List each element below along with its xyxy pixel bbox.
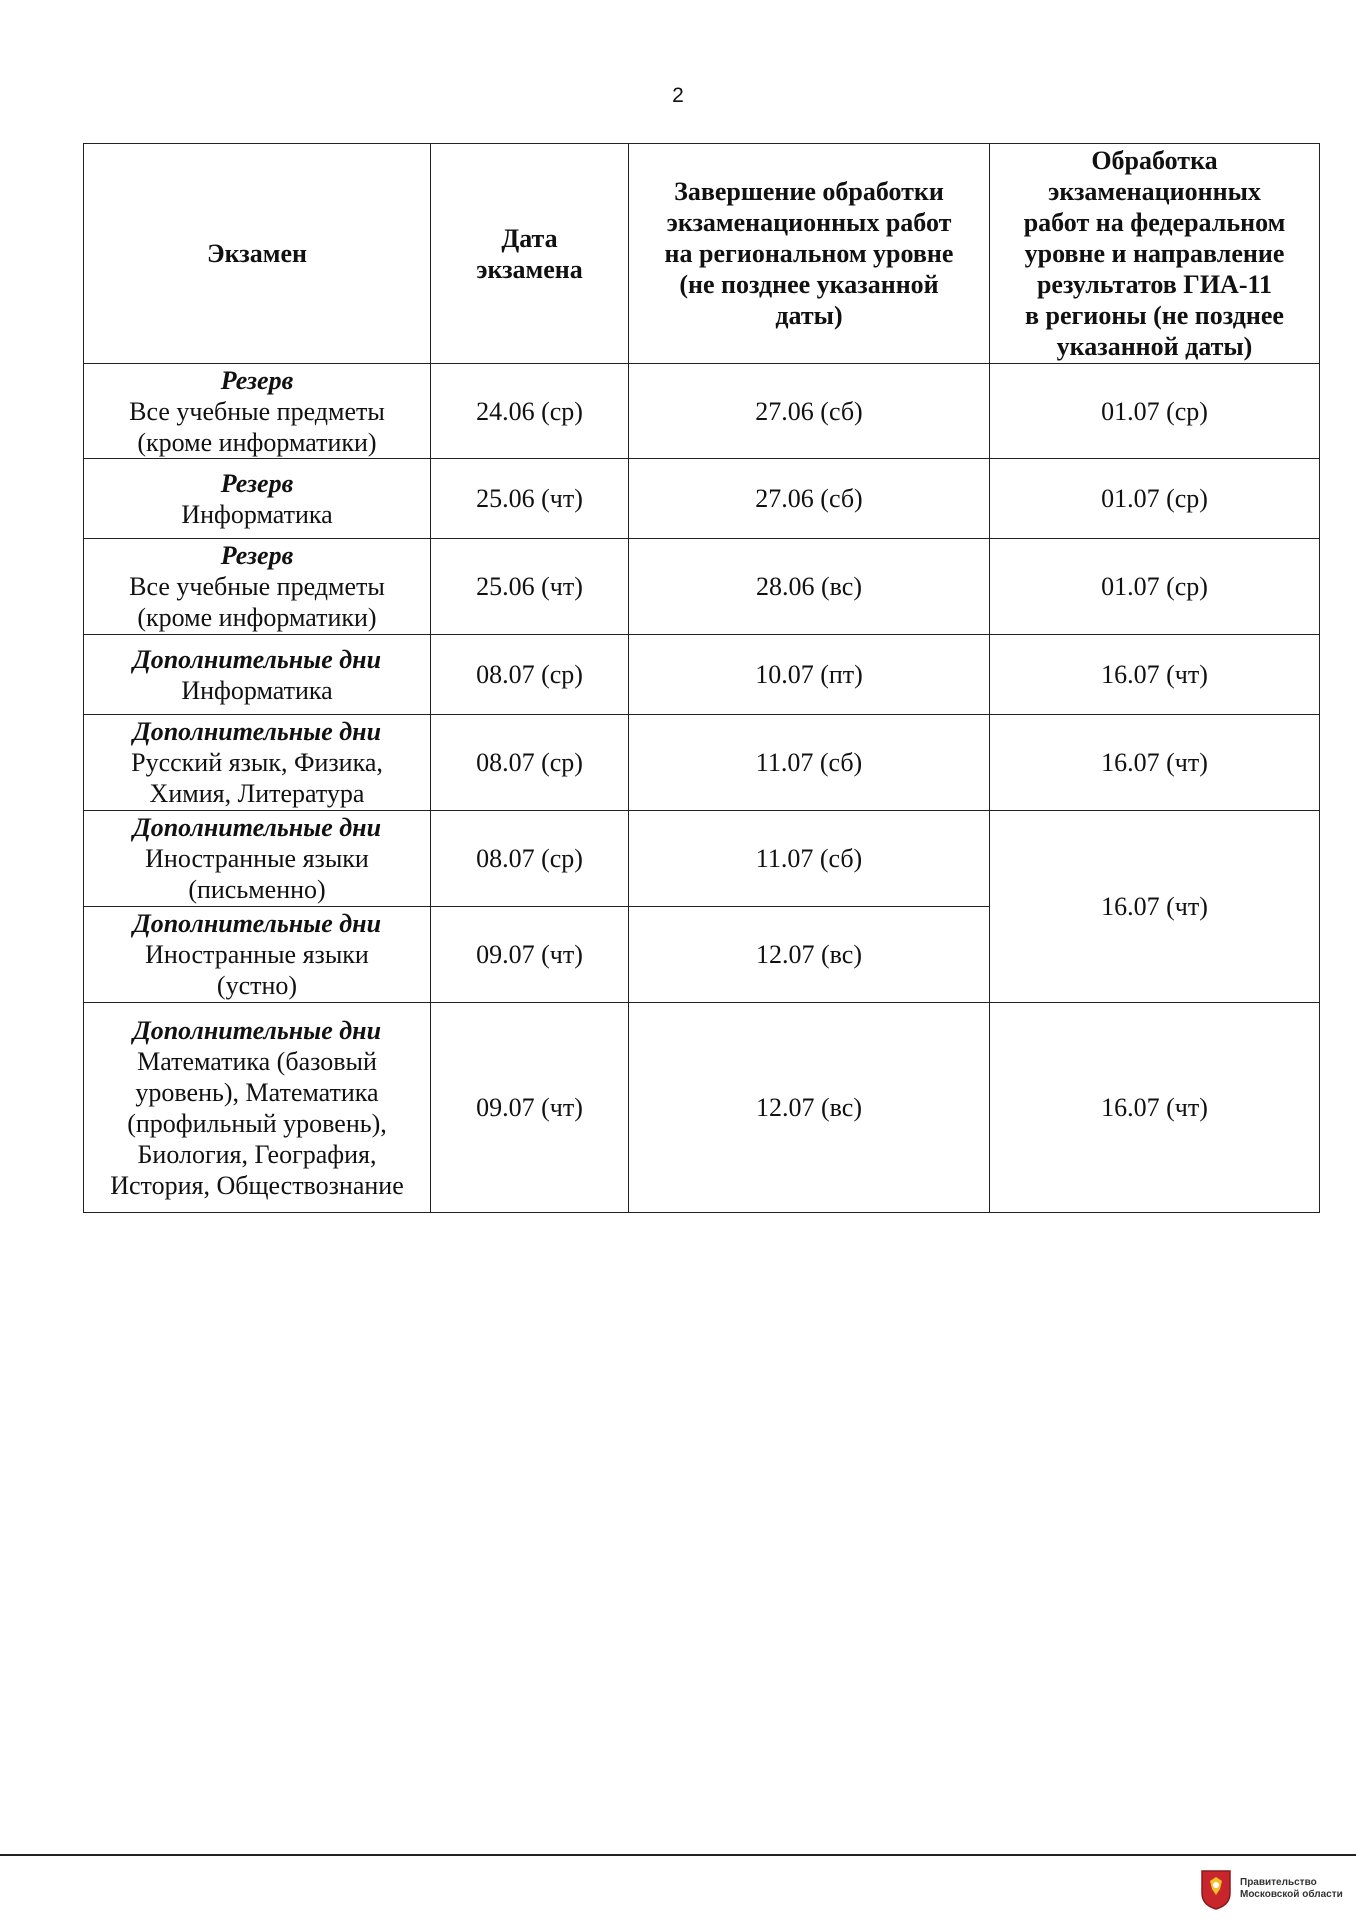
exam-cell: Дополнительные дни Математика (базовый уровень), Математика (профильный уровень), Биология, География, История, Обществознание [84, 1003, 431, 1213]
exam-category: Дополнительные дни [132, 717, 382, 746]
header-date: Дата экзамена [431, 144, 629, 364]
exam-category: Дополнительные дни [132, 813, 382, 842]
exam-category: Дополнительные дни [132, 1015, 382, 1045]
footer-divider [0, 1854, 1356, 1856]
exam-category: Дополнительные дни [132, 644, 382, 674]
exam-category: Резерв [220, 365, 294, 395]
federal-deadline-cell: 01.07 (ср) [990, 539, 1320, 635]
header-regional: Завершение обработки экзаменационных работ на региональном уровне (не позднее указанной даты) [629, 144, 990, 364]
federal-deadline-cell: 16.07 (чт) [990, 1003, 1320, 1213]
page-number: 2 [672, 84, 684, 107]
federal-deadline-cell: 01.07 (ср) [990, 364, 1320, 459]
table-row [84, 364, 1320, 459]
table-row [84, 539, 1320, 635]
moscow-oblast-emblem-icon [1198, 1867, 1234, 1911]
org-name: Правительство Московской области [1240, 1877, 1343, 1900]
table-row [84, 635, 1320, 715]
header-federal: Обработка экзаменационных работ на федеральном уровне и направление результатов ГИА-11 в регионы (не позднее указанной даты) [990, 144, 1320, 364]
exam-cell: Дополнительные дни Русский язык, Физика, Химия, Литература [84, 715, 431, 811]
regional-deadline-cell: 12.07 (вс) [629, 907, 990, 1003]
regional-deadline-cell: 10.07 (пт) [629, 635, 990, 715]
regional-deadline-cell: 27.06 (сб) [629, 459, 990, 539]
federal-deadline-cell: 16.07 (чт) [990, 635, 1320, 715]
exam-category: Резерв [220, 541, 294, 570]
header-exam: Экзамен [84, 144, 431, 364]
federal-deadline-cell: 16.07 (чт) [990, 811, 1320, 1003]
table-row [84, 459, 1320, 539]
table-row [84, 715, 1320, 811]
regional-deadline-cell: 12.07 (вс) [629, 1003, 990, 1213]
exam-cell: Дополнительные дни Иностранные языки (письменно) [84, 811, 431, 907]
regional-deadline-cell: 11.07 (сб) [629, 715, 990, 811]
exam-date-cell: 25.06 (чт) [431, 459, 629, 539]
federal-deadline-cell: 01.07 (ср) [990, 459, 1320, 539]
exam-date-cell: 25.06 (чт) [431, 539, 629, 635]
exam-cell: Резерв Все учебные предметы (кроме информатики) [84, 539, 431, 635]
exam-category: Дополнительные дни [132, 909, 382, 938]
exam-schedule-table [83, 143, 1320, 1213]
regional-deadline-cell: 11.07 (сб) [629, 811, 990, 907]
exam-date-cell: 08.07 (ср) [431, 811, 629, 907]
table-row [84, 811, 1320, 907]
exam-date-cell: 08.07 (ср) [431, 715, 629, 811]
exam-cell: Резерв Все учебные предметы (кроме информатики) [84, 364, 431, 459]
exam-cell: Дополнительные дни Информатика [84, 635, 431, 715]
table-row [84, 1003, 1320, 1213]
exam-cell: Резерв Информатика [84, 459, 431, 539]
regional-deadline-cell: 27.06 (сб) [629, 364, 990, 459]
footer-logo [1198, 1866, 1348, 1912]
exam-date-cell: 08.07 (ср) [431, 635, 629, 715]
table-header-row [84, 144, 1320, 364]
exam-cell: Дополнительные дни Иностранные языки (устно) [84, 907, 431, 1003]
exam-date-cell: 09.07 (чт) [431, 907, 629, 1003]
exam-date-cell: 24.06 (ср) [431, 364, 629, 459]
federal-deadline-cell: 16.07 (чт) [990, 715, 1320, 811]
exam-category: Резерв [220, 468, 294, 498]
regional-deadline-cell: 28.06 (вс) [629, 539, 990, 635]
exam-date-cell: 09.07 (чт) [431, 1003, 629, 1213]
